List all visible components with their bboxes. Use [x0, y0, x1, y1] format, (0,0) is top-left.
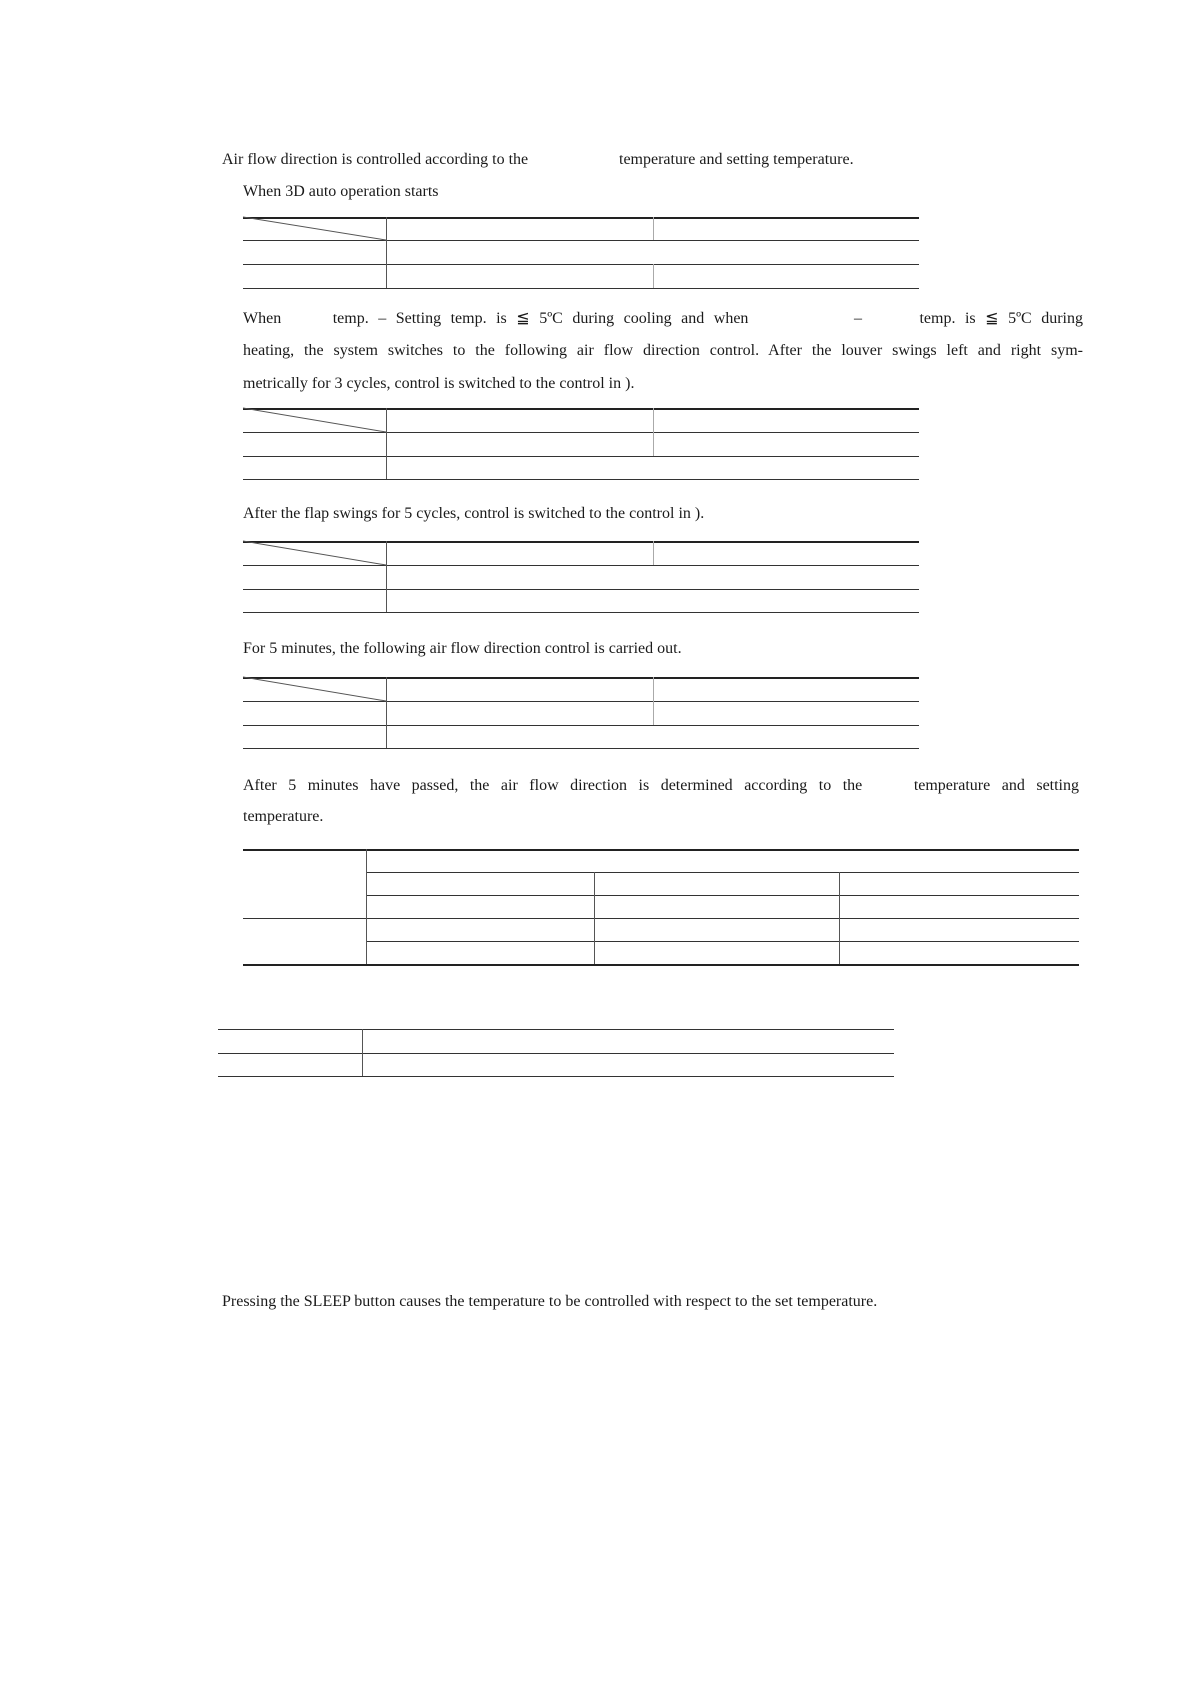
intro-line-1b: temperature and setting temperature.	[619, 151, 854, 168]
after-five-paragraph	[243, 770, 1079, 802]
switch-paragraph	[243, 303, 1083, 367]
switch-line-2: heating, the system switches to the following air flow direction control. After the louver swings left and right sym-	[243, 342, 1083, 359]
intro-line-1a: Air flow direction is controlled according to the	[222, 151, 529, 168]
flap-line: After the flap swings for 5 cycles, control is switched to the control in ).	[243, 505, 705, 522]
intro-line-2: When 3D auto operation starts	[243, 183, 439, 200]
sleep-line: Pressing the SLEEP button causes the temperature to be controlled with respect to the set temperature.	[222, 1293, 878, 1310]
switch-line-3: metrically for 3 cycles, control is switched to the control in ).	[243, 375, 635, 392]
five-minutes-line: For 5 minutes, the following air flow direction control is carried out.	[243, 640, 682, 657]
after-five-line-2: temperature.	[243, 808, 324, 825]
after-five-line-1: After 5 minutes have passed, the air flow direction is determined according to the temperature and setting	[243, 777, 1080, 794]
switch-line-1: When temp. – Setting temp. is ≦ 5ºC during cooling and when – temp. is ≦ 5ºC during	[243, 310, 1083, 327]
